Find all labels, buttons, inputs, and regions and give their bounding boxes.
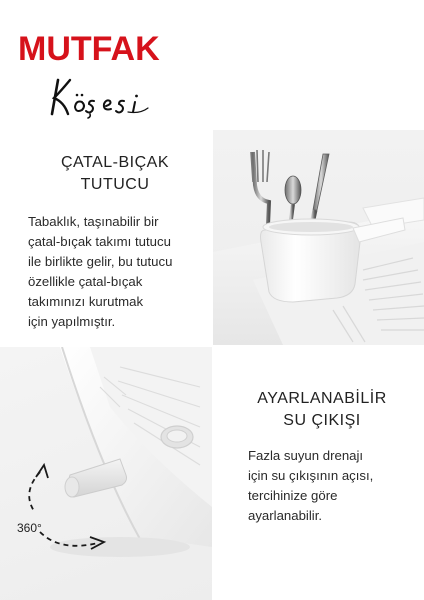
section2-body-line: ayarlanabilir.: [248, 508, 323, 523]
brand-name: MUTFAK: [18, 30, 160, 68]
brand-logo: [18, 32, 168, 122]
section1-body-line: takımınızı kurutmak: [28, 294, 144, 309]
section2-body-line: için su çıkışının açısı,: [248, 468, 374, 483]
section2-title-line: SU ÇIKIŞI: [283, 412, 361, 429]
rotation-label: 360°: [17, 521, 42, 535]
section1-body-line: ile birlikte gelir, bu tutucu: [28, 254, 173, 269]
section1-title-line: ÇATAL-BIÇAK: [60, 154, 170, 171]
section2-body-line: Fazla suyun drenajı: [248, 448, 364, 463]
section1-body-line: özellikle çatal-bıçak: [28, 274, 143, 289]
section1-title-line: TUTUCU: [80, 176, 150, 193]
section1-body-line: Tabaklık, taşınabilir bir: [28, 214, 159, 229]
cutlery-holder-photo: [213, 130, 424, 345]
section1-body: [28, 212, 172, 332]
section2-title: [232, 388, 412, 432]
section2-body-line: tercihinize göre: [248, 488, 338, 503]
section1-body-line: çatal-bıçak takımı tutucu: [28, 234, 171, 249]
brand-script-logo: [44, 74, 154, 120]
section1-title: [30, 152, 200, 196]
section1-body-line: için yapılmıştır.: [28, 314, 116, 329]
water-outlet-photo: [0, 347, 212, 600]
section2-body: [248, 446, 373, 526]
section2-title-line: AYARLANABİLİR: [257, 390, 387, 407]
